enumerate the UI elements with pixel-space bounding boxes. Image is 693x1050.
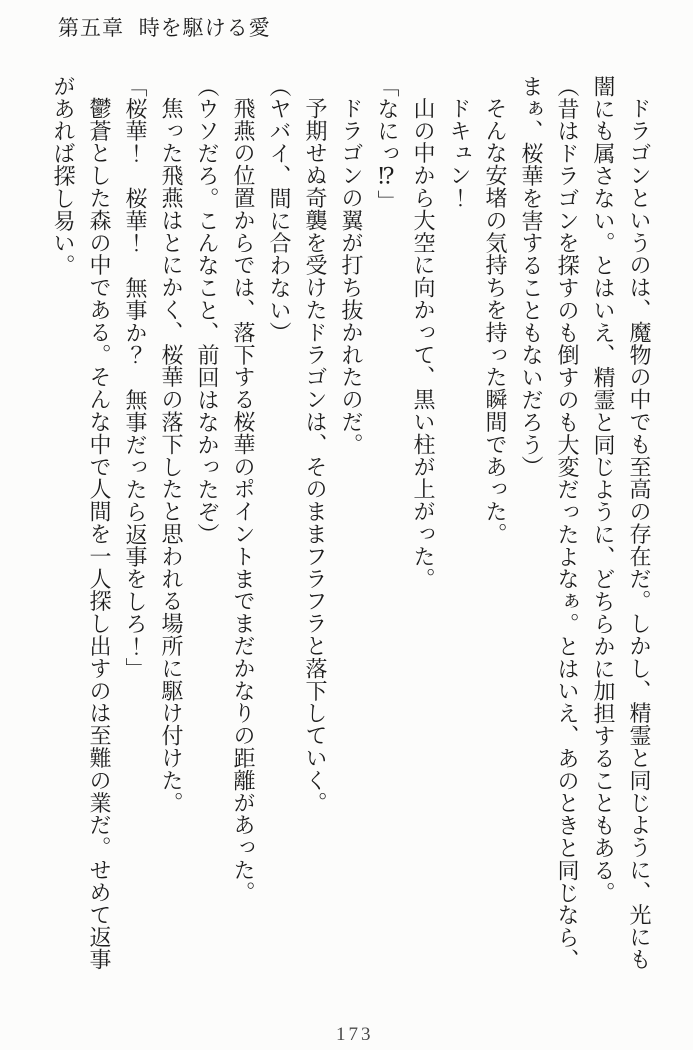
page-number: 173 xyxy=(336,1024,374,1045)
text-line: （ウソだろ。こんなこと、前回はなかったぞ） xyxy=(195,75,220,546)
text-line: 「なにっ⁉」 xyxy=(375,75,400,213)
text-line: （昔はドラゴンを探すのも倒すのも大変だったよなぁ。とはいえ、あのときと同じなら、 xyxy=(555,75,580,971)
running-head xyxy=(58,12,271,42)
text-line: 山の中から大空に向かって、黒い柱が上がった。 xyxy=(411,97,436,590)
text-line: まぁ、桜華を害することもないだろう） xyxy=(519,75,544,479)
text-line: ドラゴンというのは、魔物の中でも至高の存在だ。しかし、精霊と同じように、光にも xyxy=(627,97,652,971)
text-line: 予期せぬ奇襲を受けたドラゴンは、そのままフラフラと落下していく。 xyxy=(303,97,328,814)
chapter-number: 第五章 xyxy=(58,16,124,40)
text-line: （ヤバイ、間に合わない） xyxy=(267,75,292,344)
text-line: 闇にも属さない。とはいえ、精霊と同じように、どちらかに加担することもある。 xyxy=(591,75,616,904)
text-line: 飛燕の位置からでは、落下する桜華のポイントまでまだかなりの距離があった。 xyxy=(231,97,256,904)
text-line: 焦った飛燕はとにかく、桜華の落下したと思われる場所に駆け付けた。 xyxy=(159,97,184,814)
text-line: ドラゴンの翼が打ち抜かれたのだ。 xyxy=(339,97,364,456)
chapter-title: 時を駆ける愛 xyxy=(138,16,271,40)
text-line: ドキュン！ xyxy=(447,97,472,209)
body-text xyxy=(45,75,657,987)
text-line: 鬱蒼とした森の中である。そんな中で人間を一人探し出すのは至難の業だ。せめて返事 xyxy=(87,97,112,971)
text-line: そんな安堵の気持ちを持った瞬間であった。 xyxy=(483,97,508,545)
text-line: があれば探し易い。 xyxy=(51,75,76,277)
text-line: 「桜華！ 桜華！ 無事か？ 無事だったら返事をしろ！」 xyxy=(123,75,148,680)
